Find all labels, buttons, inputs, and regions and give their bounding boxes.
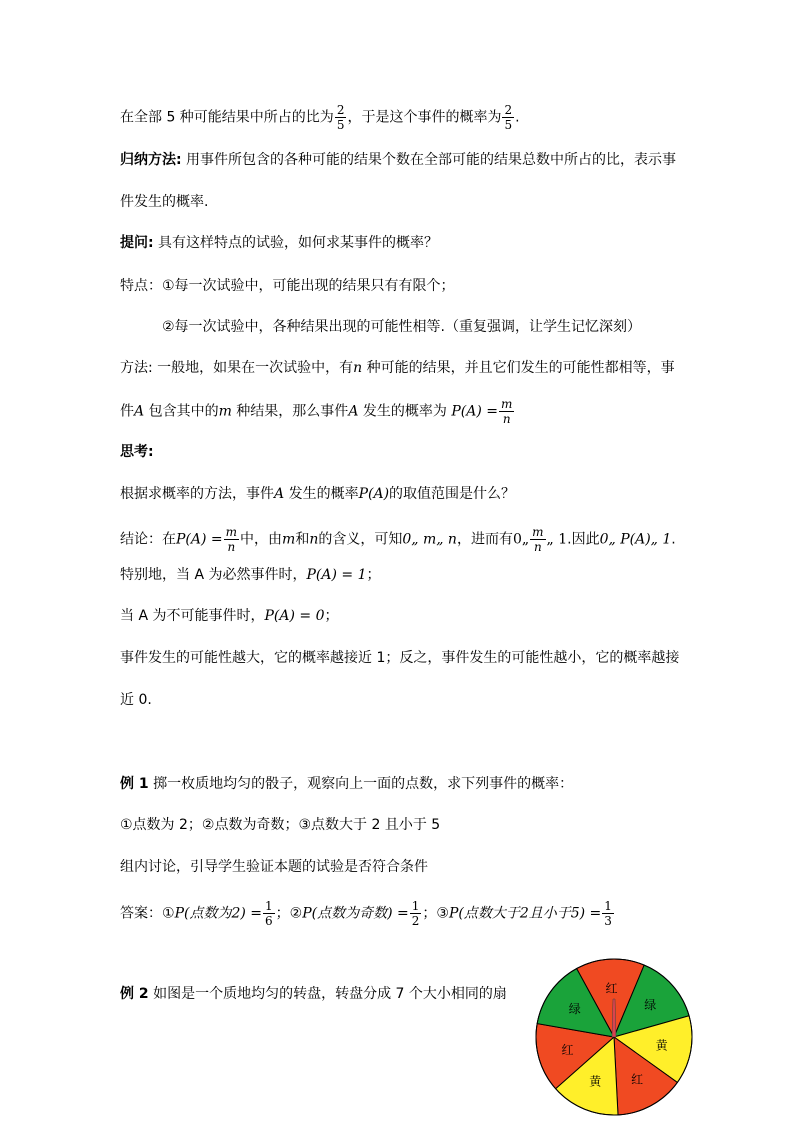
ratio-text: 在全部 5 种可能结果中所占的比为 [120,109,334,126]
text-line-ratio: 在全部 5 种可能结果中所占的比为 $\frac{2}{5}$ ，于是这个事件的概率为 $\frac{2}{5}$ . [120,103,520,132]
answer-label: 答案： [120,905,162,922]
example-label: 例 2 [120,986,149,1002]
probability-formula: P(A) = [451,403,498,420]
example-1-discuss: 组内讨论，引导学生验证本题的试验是否符合条件 [120,859,428,875]
fraction-one-half: $\frac{1}{2}$ [411,899,420,928]
think-question: 根据求概率的方法，事件A 发生的概率P(A)的取值范围是什么？ [120,486,516,502]
example-1: 例 1 掷一枚质地均匀的骰子，观察向上一面的点数，求下列事件的概率： [120,776,574,792]
example-2: 例 2 如图是一个质地均匀的转盘，转盘分成 7 个大小相同的扇 [120,986,507,1002]
special-impossible: 当 A 为不可能事件时，P(A) = 0； [120,608,339,624]
question [120,233,438,253]
feature-2 [162,317,641,337]
conclusion: 结论：在P(A) = $\frac{m}{n}$ 中，由m和n的含义，可知0„ m„ n，进而有0„ $\frac{m}{n}$ „ 1.因此0„ P(A)„ 1. [120,525,676,554]
fraction-two-fifths: $\frac{2}{5}$ [504,103,513,132]
fraction-m-over-n: $\frac{m}{n}$ [532,525,544,554]
spinner-sector-label: 黄 [589,1074,602,1089]
example-label: 例 1 [120,776,149,792]
think-heading: 思考: [120,444,154,460]
question-text: 具有这样特点的试验，如何求某事件的概率？ [153,235,439,251]
induce-label: 归纳方法: [120,152,182,168]
feature-label: 特点： [120,278,162,294]
method-cont: 件A 包含其中的m 种结果，那么事件A 发生的概率为 P(A) = $\frac{m}{n}$ [120,397,513,426]
spinner-sector-label: 红 [631,1072,644,1087]
special-certain: 特别地，当 A 为必然事件时，P(A) = 1； [120,567,381,583]
induce-text: 用事件所包含的各种可能的结果个数在全部可能的结果总数中所占的比，表示事 [181,152,677,168]
fraction-one-sixth: $\frac{1}{6}$ [265,899,273,928]
trend: 事件发生的可能性越大，它的概率越接近 1；反之，事件发生的可能性越小，它的概率越接 [120,650,680,666]
question-label: 提问: [120,235,154,251]
feature-1 [120,276,455,296]
method: 方法: 一般地，如果在一次试验中，有n 种可能的结果，并且它们发生的可能性都相等，事 [120,360,675,376]
fraction-m-over-n: $\frac{m}{n}$ [225,525,238,554]
spinner-sector-label: 红 [561,1043,574,1058]
fraction-two-fifths: $\frac{2}{5}$ [336,103,345,132]
ratio-mid-text: ，于是这个事件的概率为 [347,109,502,126]
spinner-pointer [612,999,616,1037]
trend-cont: 近 0. [120,692,152,708]
example-1-answer: 答案：①P(点数为2) = $\frac{1}{6}$ ；②P(点数为奇数) = $\frac{1}{2}$ ；③P(点数大于2且小于5) = $\frac{1}{3}$ [120,899,612,928]
feature-item: ①每一次试验中，可能出现的结果只有有限个； [162,278,455,294]
spinner-sector-label: 红 [605,981,618,996]
spinner-sector-label: 绿 [568,1001,581,1016]
induce-method [120,150,676,170]
induce-method-cont: 件发生的概率. [120,194,209,210]
fraction-m-over-n: $\frac{m}{n}$ [500,397,513,426]
spinner-sector-label: 黄 [655,1038,668,1053]
example-1-items: ①点数为 2；②点数为奇数；③点数大于 2 且小于 5 [120,817,441,833]
fraction-one-third: $\frac{1}{3}$ [604,899,612,928]
spinner-wheel [533,956,695,1118]
feature-item: ②每一次试验中，各种结果出现的可能性相等.（重复强调，让学生记忆深刻） [162,319,641,335]
spinner-sector-label: 绿 [644,997,657,1012]
